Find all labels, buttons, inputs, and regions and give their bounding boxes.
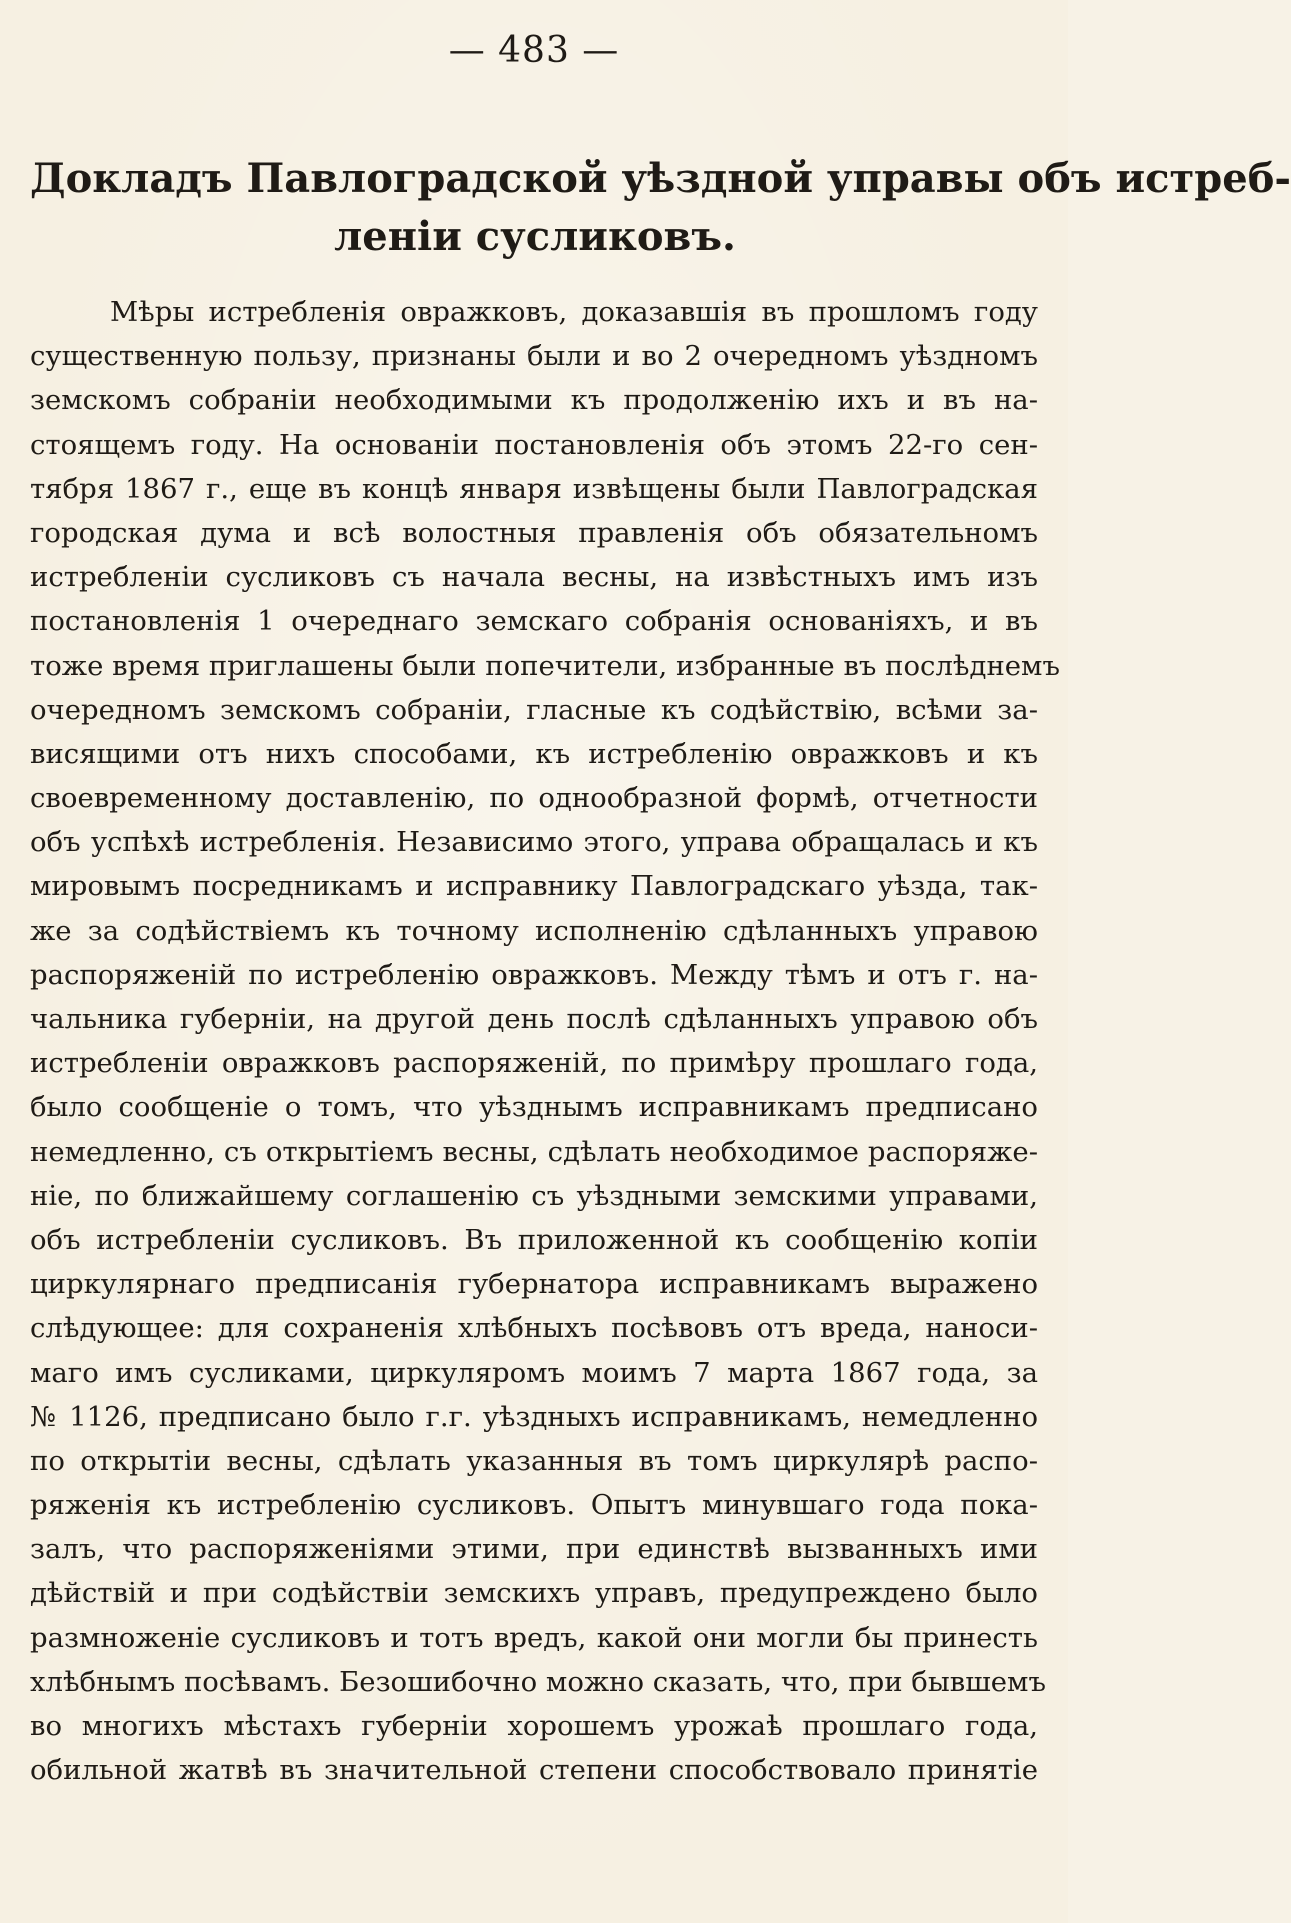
body-line: было сообщеніе о томъ, что уѣзднымъ исправникамъ предписано <box>30 1091 1038 1124</box>
body-line: немедленно, съ открытіемъ весны, сдѣлать необходимое распоряже- <box>30 1135 1038 1168</box>
body-line: маго имъ сусликами, циркуляромъ моимъ 7 марта 1867 года, за <box>30 1356 1038 1389</box>
body-line: истребленіи овражковъ распоряженій, по примѣру прошлаго года, <box>30 1047 1038 1080</box>
body-line: висящими отъ нихъ способами, къ истребленію овражковъ и къ <box>30 737 1038 770</box>
body-line: распоряженій по истребленію овражковъ. Между тѣмъ и отъ г. на- <box>30 958 1038 991</box>
body-line: своевременному доставленію, по однообразной формѣ, отчетности <box>30 782 1038 815</box>
body-line: залъ, что распоряженіями этими, при единствѣ вызванныхъ ими <box>30 1533 1038 1566</box>
body-line: объ успѣхѣ истребленія. Независимо этого, управа обращалась и къ <box>30 826 1038 859</box>
title-line: Докладъ Павлоградской уѣздной управы объ истреб- <box>30 155 1291 202</box>
body-line: хлѣбнымъ посѣвамъ. Безошибочно можно сказать, что, при бывшемъ <box>30 1665 1046 1698</box>
body-line: тября 1867 г., еще въ концѣ января извѣщены были Павлоградская <box>30 472 1038 505</box>
body-line: стоящемъ году. На основаніи постановленія объ этомъ 22-го сен- <box>30 428 1038 461</box>
body-line: дѣйствій и при содѣйствіи земскихъ управъ, предупреждено было <box>30 1577 1038 1610</box>
body-line: слѣдующее: для сохраненія хлѣбныхъ посѣвовъ отъ вреда, наноси- <box>30 1312 1038 1345</box>
body-line: мировымъ посредникамъ и исправнику Павлоградскаго уѣзда, так- <box>30 870 1038 903</box>
body-line: существенную пользу, признаны были и во 2 очередномъ уѣздномъ <box>30 340 1038 373</box>
body-line: же за содѣйствіемъ къ точному исполненію сдѣланныхъ управою <box>30 914 1038 947</box>
body-line: во многихъ мѣстахъ губерніи хорошемъ урожаѣ прошлаго года, <box>30 1710 1038 1742</box>
document-title <box>30 150 1291 266</box>
body-text <box>30 290 1060 1792</box>
body-line: обильной жатвѣ въ значительной степени способствовало принятіе <box>30 1754 1038 1787</box>
body-line: ніе, по ближайшему соглашенію съ уѣздными земскими управами, <box>30 1179 1038 1212</box>
body-line: городская дума и всѣ волостныя правленія объ обязательномъ <box>30 516 1038 549</box>
body-line: постановленія 1 очереднаго земскаго собранія основаніяхъ, и въ <box>30 605 1038 638</box>
body-line: очередномъ земскомъ собраніи, гласные къ содѣйствію, всѣми за- <box>30 693 1038 726</box>
body-line: циркулярнаго предписанія губернатора исправникамъ выражено <box>30 1268 1038 1301</box>
body-line: земскомъ собраніи необходимыми къ продолженію ихъ и въ на- <box>30 384 1038 417</box>
body-line: объ истребленіи сусликовъ. Въ приложенной къ сообщенію копіи <box>30 1223 1038 1256</box>
title-line: леніи сусликовъ. <box>334 213 736 260</box>
body-line: № 1126, предписано было г.г. уѣздныхъ исправникамъ, немедленно <box>30 1400 1038 1433</box>
body-line: размноженіе сусликовъ и тотъ вредъ, какой они могли бы принесть <box>30 1621 1038 1654</box>
body-line: тоже время приглашены были попечители, избранные въ послѣднемъ <box>30 649 1060 682</box>
body-line: чальника губерніи, на другой день послѣ сдѣланныхъ управою объ <box>30 1003 1038 1035</box>
body-line: по открытіи весны, сдѣлать указанныя въ томъ циркулярѣ распо- <box>30 1444 1038 1477</box>
body-line: Мѣры истребленія овражковъ, доказавшія въ прошломъ году <box>110 296 1038 328</box>
body-line: истребленіи сусликовъ съ начала весны, на извѣстныхъ имъ изъ <box>30 561 1038 594</box>
page-number: — 483 — <box>448 30 620 71</box>
body-line: ряженія къ истребленію сусликовъ. Опытъ минувшаго года пока- <box>30 1489 1038 1522</box>
